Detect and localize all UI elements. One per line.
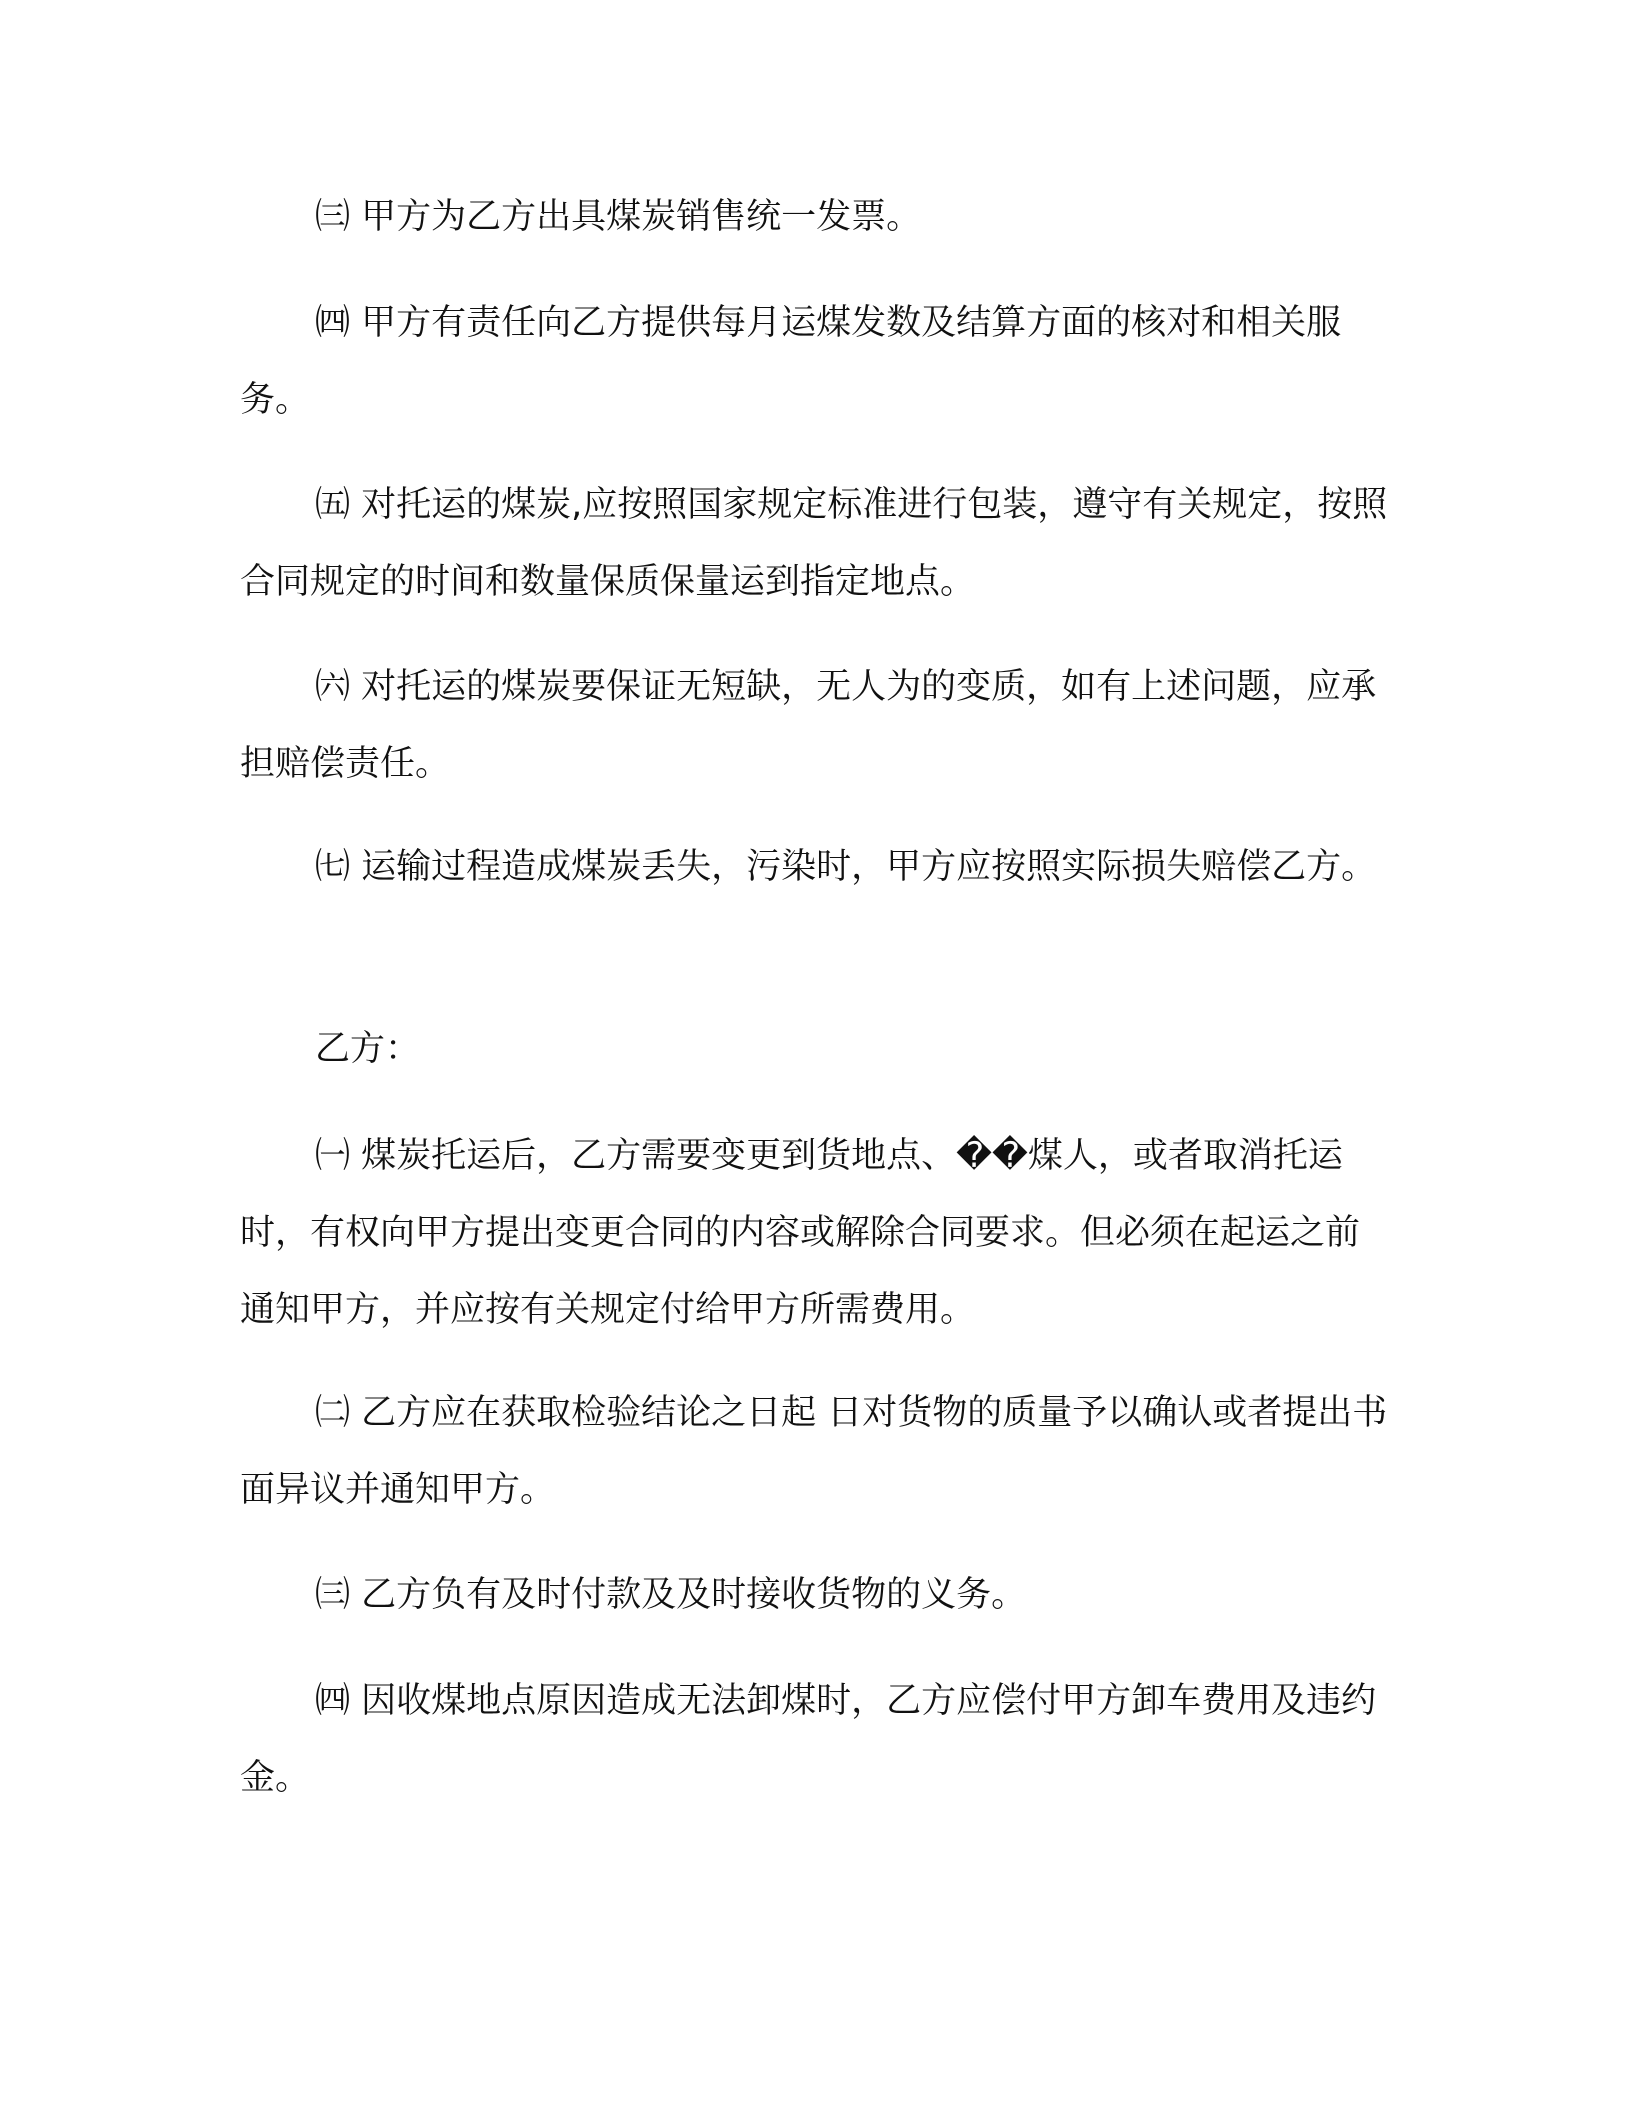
item-marker: ㈣ [315,303,351,343]
paragraph-text: 因收煤地点原因造成无法卸煤时，乙方应偿付甲方卸车费用及违约金。 [240,1681,1377,1798]
paragraph-party-b-item-1 [240,1118,1390,1349]
item-marker: ㈦ [315,847,351,887]
paragraph-party-b-item-4 [240,1663,1390,1817]
item-marker: ㈢ [315,197,351,237]
item-marker: ㈠ [315,1136,351,1176]
paragraph-text: 乙方负有及时付款及及时接收货物的义务。 [361,1575,1027,1615]
paragraph-text: 乙方应在获取检验结论之日起 日对货物的质量予以确认或者提出书面异议并通知甲方。 [240,1393,1388,1510]
paragraph-party-a-item-3 [240,179,1390,256]
paragraph-text: 运输过程造成煤炭丢失，污染时，甲方应按照实际损失赔偿乙方。 [361,847,1377,887]
item-marker: ㈣ [315,1681,351,1721]
paragraph-text: 对托运的煤炭要保证无短缺，无人为的变质，如有上述问题，应承担赔偿责任。 [240,667,1377,784]
paragraph-text: 对托运的煤炭,应按照国家规定标准进行包装，遵守有关规定，按照合同规定的时间和数量保质保量运到指定地点。 [240,485,1388,602]
item-marker: ㈥ [315,667,351,707]
paragraph-text: 甲方为乙方出具煤炭销售统一发票。 [361,197,922,237]
item-marker: ㈢ [315,1575,351,1615]
section-heading-party-b [240,1011,1390,1088]
item-marker: ㈡ [315,1393,351,1433]
paragraph-text: 煤炭托运后，乙方需要变更到货地点、��煤人，或者取消托运时，有权向甲方提出变更合同的内容或解除合同要求。但必须在起运之前通知甲方，并应按有关规定付给甲方所需费用。 [240,1136,1361,1330]
item-marker: ㈤ [315,485,351,525]
paragraph-party-a-item-4 [240,285,1390,439]
paragraph-party-a-item-7 [240,829,1390,906]
paragraph-party-b-item-3 [240,1557,1390,1634]
paragraph-text: 乙方： [315,1029,421,1069]
paragraph-party-a-item-6 [240,649,1390,803]
paragraph-text: 甲方有责任向乙方提供每月运煤发数及结算方面的核对和相关服务。 [240,303,1342,420]
paragraph-party-a-item-5 [240,467,1390,621]
paragraph-party-b-item-2 [240,1375,1390,1529]
